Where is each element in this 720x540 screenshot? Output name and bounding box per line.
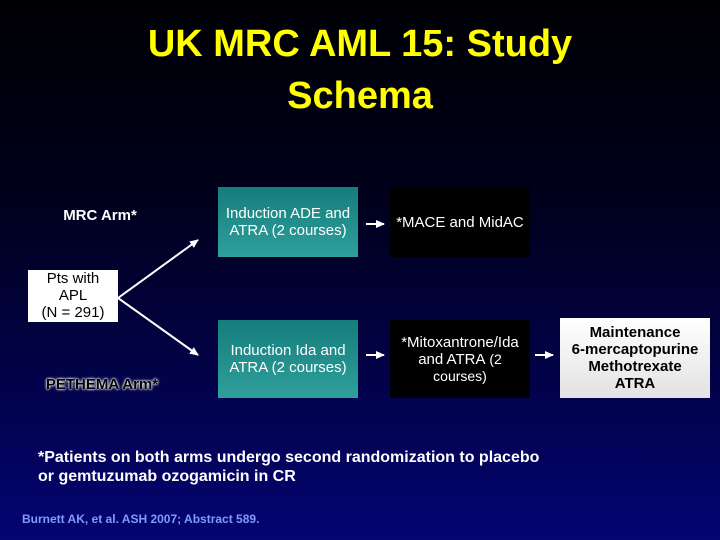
induction-ade-box: [218, 187, 358, 257]
arrow-to-pethema-arm: [118, 298, 198, 355]
maintenance-box: [560, 318, 710, 398]
mitoxantrone-courses: (2 courses): [433, 350, 502, 384]
mace-box: [390, 187, 530, 257]
induction-ida-text: Induction Ida and ATRA (2 courses): [229, 342, 347, 376]
maintenance-line3: Methotrexate: [588, 358, 682, 375]
mitoxantrone-box: [390, 320, 530, 398]
mitoxantrone-text: [396, 334, 524, 385]
mitoxantrone-main: *Mitoxantrone/Ida and ATRA: [401, 333, 519, 368]
maintenance-line1: Maintenance: [589, 324, 681, 341]
patients-line3: (N = 291): [41, 304, 105, 321]
induction-ade-text: Induction ADE and ATRA (2 courses): [225, 205, 351, 239]
patients-line2: APL: [58, 287, 88, 304]
citation: Burnett AK, et al. ASH 2007; Abstract 589.: [22, 512, 260, 526]
slide-title-line2: Schema: [287, 75, 433, 117]
footnote: *Patients on both arms undergo second randomization to placebo or gemtuzumab ozogamicin in CR: [38, 449, 540, 485]
maintenance-line2: 6-mercaptopurine: [571, 341, 699, 358]
patients-line1: Pts with: [46, 270, 100, 287]
mrc-arm-label: MRC Arm*: [63, 207, 137, 224]
induction-ida-box: [218, 320, 358, 398]
arrow-to-mrc-arm: [118, 240, 198, 298]
mace-text: *MACE and MidAC: [396, 213, 524, 231]
pethema-arm-label: PETHEMA Arm*: [45, 376, 159, 393]
patients-box: [28, 270, 118, 322]
slide-title-line1: UK MRC AML 15: Study: [147, 23, 573, 65]
maintenance-line4: ATRA: [614, 375, 656, 392]
